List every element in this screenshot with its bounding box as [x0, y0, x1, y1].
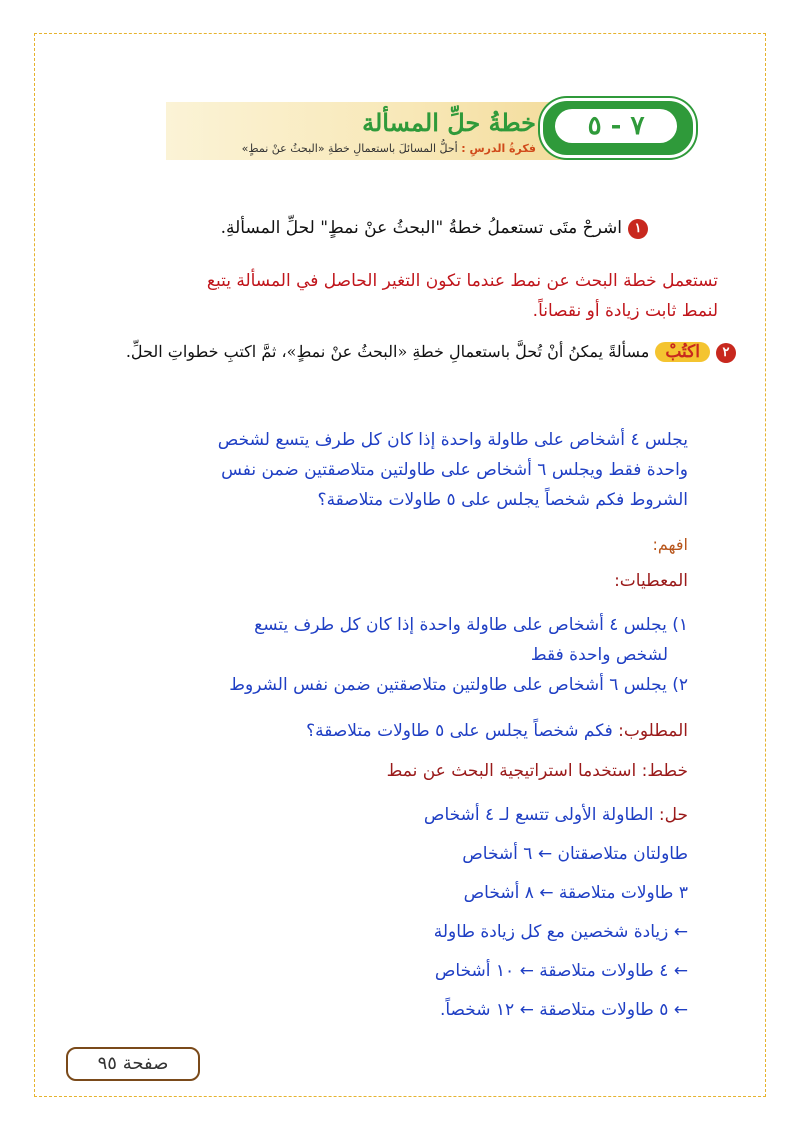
question-2-number: ٢	[716, 343, 736, 363]
answer-line-1: تستعمل خطة البحث عن نمط عندما تكون التغير الحاصل في المسألة يتبع	[206, 271, 718, 291]
required-text: فكم شخصاً يجلس على ٥ طاولات متلاصقة؟	[306, 721, 613, 741]
solution-steps	[188, 796, 688, 1030]
required-label: المطلوب:	[618, 721, 688, 741]
given-1-line-2: لشخص واحدة فقط	[530, 645, 668, 665]
lesson-idea	[242, 142, 536, 155]
plan	[188, 756, 688, 786]
given-1	[68, 610, 688, 670]
given-2	[68, 670, 688, 700]
problem-line-2: واحدة فقط ويجلس ٦ أشخاص على طاولتين متلاصقتين ضمن نفس	[221, 460, 688, 480]
question-2	[46, 342, 736, 363]
solve-line-3: ٣ طاولات متلاصقة ← ٨ أشخاص	[463, 883, 688, 903]
write-badge: اكتُبْ	[655, 342, 710, 362]
question-1-text: اشرحْ متَى تستعملُ خطةُ "البحثُ عنْ نمطٍ" لحلِّ المسألةِ.	[220, 218, 622, 238]
answer-line-2: لنمط ثابت زيادة أو نقصاناً.	[532, 301, 718, 321]
plan-text: استخدما استراتيجية البحث عن نمط	[386, 761, 637, 781]
solve-label: حل:	[658, 805, 688, 825]
given-1-number: ١)	[672, 615, 688, 635]
given-2-line-1: يجلس ٦ أشخاص على طاولتين متلاصقتين ضمن نفس الشروط	[229, 675, 667, 695]
lesson-banner	[166, 98, 696, 168]
question-1	[128, 218, 648, 239]
question-2-text: مسألةً يمكنُ أنْ تُحلَّ باستعمالِ خطةِ «البحثُ عنْ نمطٍ»، ثمَّ اكتبِ خطواتِ الحلِّ.	[125, 342, 650, 361]
lesson-idea-label: فكرةُ الدرسِ :	[461, 142, 536, 155]
understand-label: افهم:	[652, 535, 688, 554]
givens-label: المعطيات:	[614, 571, 688, 591]
given-2-number: ٢)	[672, 675, 688, 695]
required	[188, 716, 688, 746]
solve-line-2: طاولتان متلاصقتان ← ٦ أشخاص	[462, 844, 688, 864]
question-1-answer	[78, 266, 718, 326]
lesson-idea-text: أحلُّ المسائلَ باستعمالِ خطةِ «البحثُ عنْ نمطٍ»	[241, 142, 458, 155]
lesson-number-pill	[540, 98, 696, 158]
given-1-line-1: يجلس ٤ أشخاص على طاولة واحدة إذا كان كل طرف يتسع	[254, 615, 667, 635]
solve-line-5: ← ٤ طاولات متلاصقة ← ١٠ أشخاص	[434, 961, 688, 981]
lesson-number: ٧ - ٥	[555, 109, 677, 143]
problem-statement	[88, 425, 688, 515]
question-1-number: ١	[628, 219, 648, 239]
solve-line-4: ← زيادة شخصين مع كل زيادة طاولة	[433, 922, 688, 942]
problem-line-1: يجلس ٤ أشخاص على طاولة واحدة إذا كان كل طرف يتسع لشخص	[217, 430, 688, 450]
problem-line-3: الشروط فكم شخصاً يجلس على ٥ طاولات متلاصقة؟	[317, 490, 688, 510]
solve-line-1: حل: الطاولة الأولى تتسع لـ ٤ أشخاص	[423, 805, 688, 825]
page-number: صفحة ٩٥	[66, 1047, 200, 1081]
plan-label: خطط:	[641, 761, 688, 781]
solve-line-6: ← ٥ طاولات متلاصقة ← ١٢ شخصاً.	[439, 1000, 688, 1020]
lesson-title: خطةُ حلِّ المسألة	[362, 108, 536, 137]
